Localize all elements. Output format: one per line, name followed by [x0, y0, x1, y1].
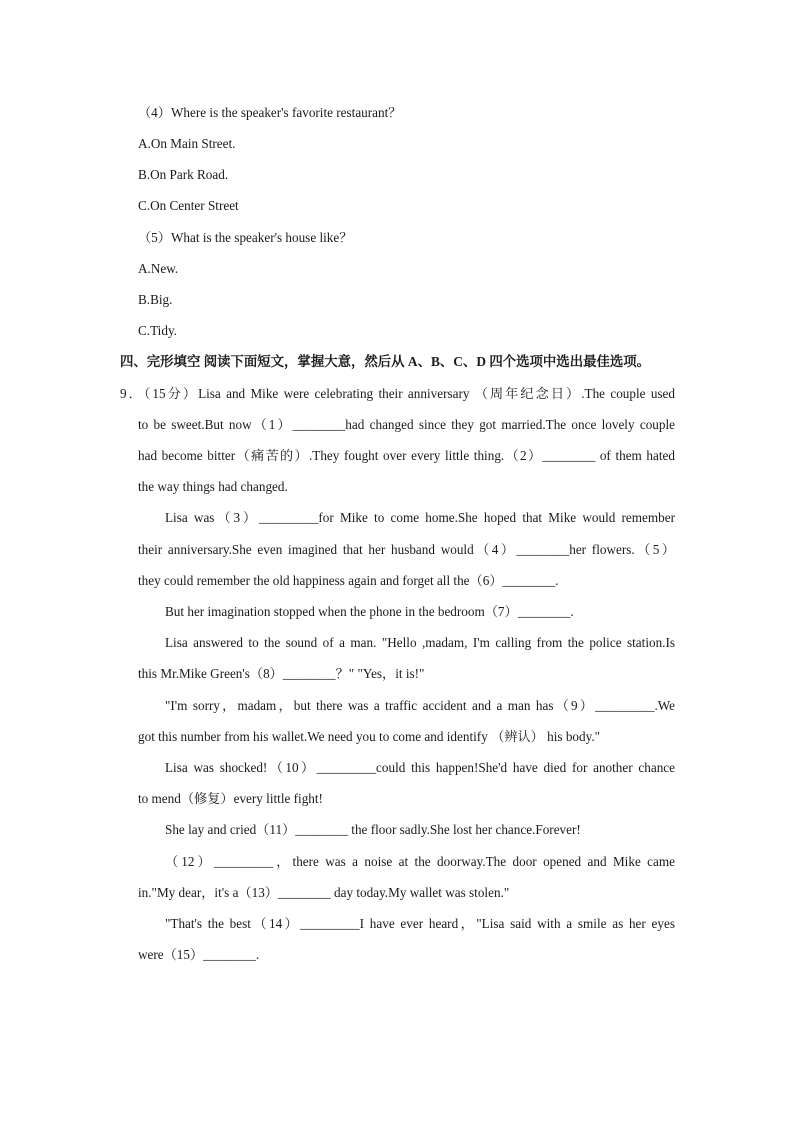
question-5-option-a: A.New.: [138, 261, 179, 276]
passage-line: they could remember the old happiness again and forget all the（6）________.: [138, 573, 559, 588]
question-5-prompt: （5）What is the speaker's house like？: [138, 230, 353, 245]
passage-line: "That's the best（14）_________I have ever heard，"Lisa said with a smile as her eyes: [165, 916, 675, 931]
passage-line: She lay and cried（11）________ the floor sadly.She lost her chance.Forever!: [165, 822, 581, 837]
question-4-option-b: B.On Park Road.: [138, 167, 229, 182]
passage-line: had become bitter（痛苦的）.They fought over every little thing.（2）________ of them hated: [138, 448, 675, 463]
passage-line: to be sweet.But now（1）________had changed since they got married.The once lovely couple: [138, 417, 675, 432]
section-heading: 四、完形填空 阅读下面短文，掌握大意，然后从 A、B、C、D 四个选项中选出最佳选项。: [120, 354, 651, 369]
passage-line: in."My dear，it's a（13）________ day today.My wallet was stolen.": [138, 885, 510, 900]
passage-line: this Mr.Mike Green's（8）________？" "Yes，it is!": [138, 666, 425, 681]
passage-line: 9．（15分）Lisa and Mike were celebrating their anniversary （周年纪念日）.The couple used: [120, 386, 675, 401]
passage-line: （12）_________，there was a noise at the doorway.The door opened and Mike came: [165, 854, 675, 869]
passage-line: were（15）________.: [138, 947, 260, 962]
question-4-prompt: （4）Where is the speaker's favorite restaurant？: [138, 105, 402, 120]
passage-line: Lisa was shocked!（10）_________could this happen!She'd have died for another chance: [165, 760, 675, 775]
passage-line: But her imagination stopped when the phone in the bedroom（7）________.: [165, 604, 574, 619]
passage-line: to mend（修复）every little fight!: [138, 791, 323, 806]
passage-line: their anniversary.She even imagined that her husband would（4）________her flowers.（5）: [138, 542, 675, 557]
passage-line: Lisa answered to the sound of a man. "Hello ,madam, I'm calling from the police station.Is: [165, 635, 675, 650]
passage-line: "I'm sorry，madam，but there was a traffic accident and a man has（9）_________.We: [165, 698, 675, 713]
passage-line: Lisa was（3）_________for Mike to come home.She hoped that Mike would remember: [165, 510, 675, 525]
question-4-option-a: A.On Main Street.: [138, 136, 236, 151]
question-4-option-c: C.On Center Street: [138, 198, 239, 213]
question-5-option-b: B.Big.: [138, 292, 173, 307]
passage-line: got this number from his wallet.We need you to come and identify （辨认） his body.": [138, 729, 601, 744]
passage-line: the way things had changed.: [138, 479, 288, 494]
question-5-option-c: C.Tidy.: [138, 323, 177, 338]
